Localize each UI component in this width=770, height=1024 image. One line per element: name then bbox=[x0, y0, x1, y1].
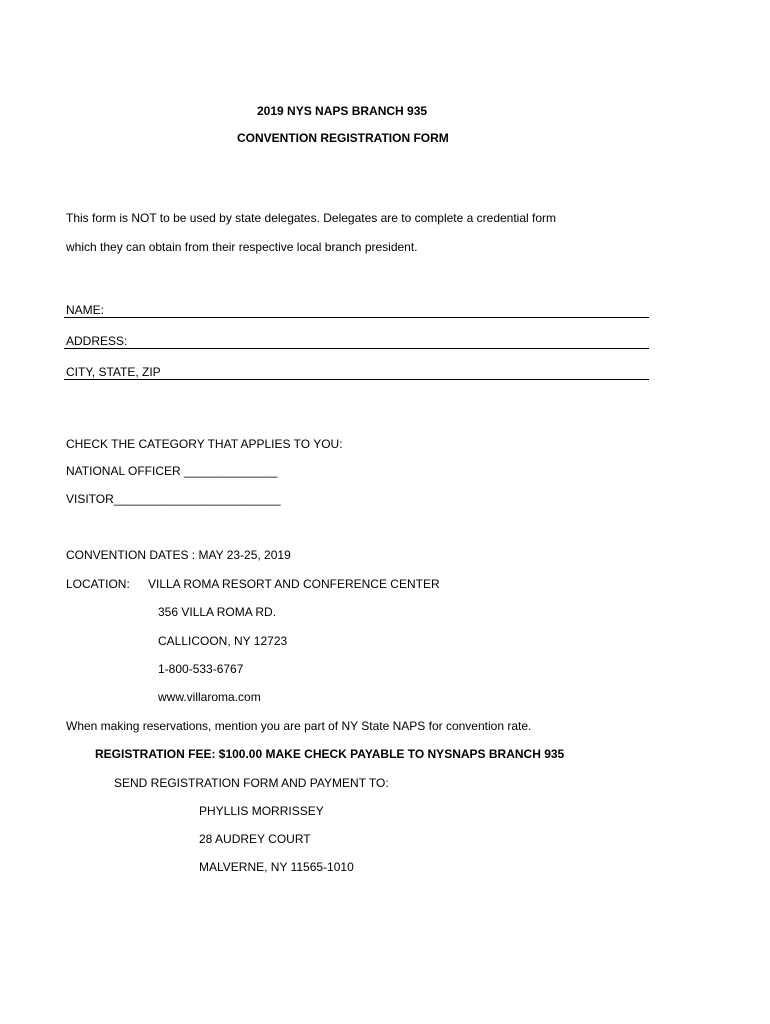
recipient-name: PHYLLIS MORRISSEY bbox=[199, 804, 324, 818]
convention-dates: CONVENTION DATES : MAY 23-25, 2019 bbox=[66, 548, 291, 562]
notice-line-2: which they can obtain from their respective local branch president. bbox=[66, 240, 418, 254]
venue-website: www.villaroma.com bbox=[158, 690, 261, 704]
form-subtitle: CONVENTION REGISTRATION FORM bbox=[237, 131, 449, 145]
city-state-zip-label: CITY, STATE, ZIP bbox=[66, 365, 161, 379]
address-input[interactable] bbox=[134, 333, 649, 347]
send-to-heading: SEND REGISTRATION FORM AND PAYMENT TO: bbox=[114, 776, 389, 790]
registration-fee: REGISTRATION FEE: $100.00 MAKE CHECK PAYABLE TO NYSNAPS BRANCH 935 bbox=[95, 747, 565, 761]
city-state-zip-input[interactable] bbox=[164, 364, 649, 378]
reservation-note: When making reservations, mention you are part of NY State NAPS for convention rate. bbox=[66, 719, 532, 733]
location-label: LOCATION: bbox=[66, 577, 130, 591]
venue-street: 356 VILLA ROMA RD. bbox=[158, 605, 277, 619]
venue-phone: 1-800-533-6767 bbox=[158, 662, 244, 676]
form-title: 2019 NYS NAPS BRANCH 935 bbox=[257, 104, 428, 118]
visitor-option[interactable]: VISITOR_________________________ bbox=[66, 492, 281, 506]
address-label: ADDRESS: bbox=[66, 334, 128, 348]
recipient-city: MALVERNE, NY 11565-1010 bbox=[199, 860, 354, 874]
national-officer-option[interactable]: NATIONAL OFFICER ______________ bbox=[66, 464, 278, 478]
city-state-zip-field bbox=[64, 365, 649, 380]
venue-name: VILLA ROMA RESORT AND CONFERENCE CENTER bbox=[148, 577, 440, 591]
name-label: NAME: bbox=[66, 303, 105, 317]
name-field bbox=[64, 303, 649, 318]
address-field bbox=[64, 334, 649, 349]
notice-line-1: This form is NOT to be used by state delegates. Delegates are to complete a credential form bbox=[66, 211, 557, 225]
name-input[interactable] bbox=[114, 302, 649, 316]
venue-city: CALLICOON, NY 12723 bbox=[158, 634, 288, 648]
recipient-street: 28 AUDREY COURT bbox=[199, 832, 311, 846]
category-heading: CHECK THE CATEGORY THAT APPLIES TO YOU: bbox=[66, 437, 343, 451]
